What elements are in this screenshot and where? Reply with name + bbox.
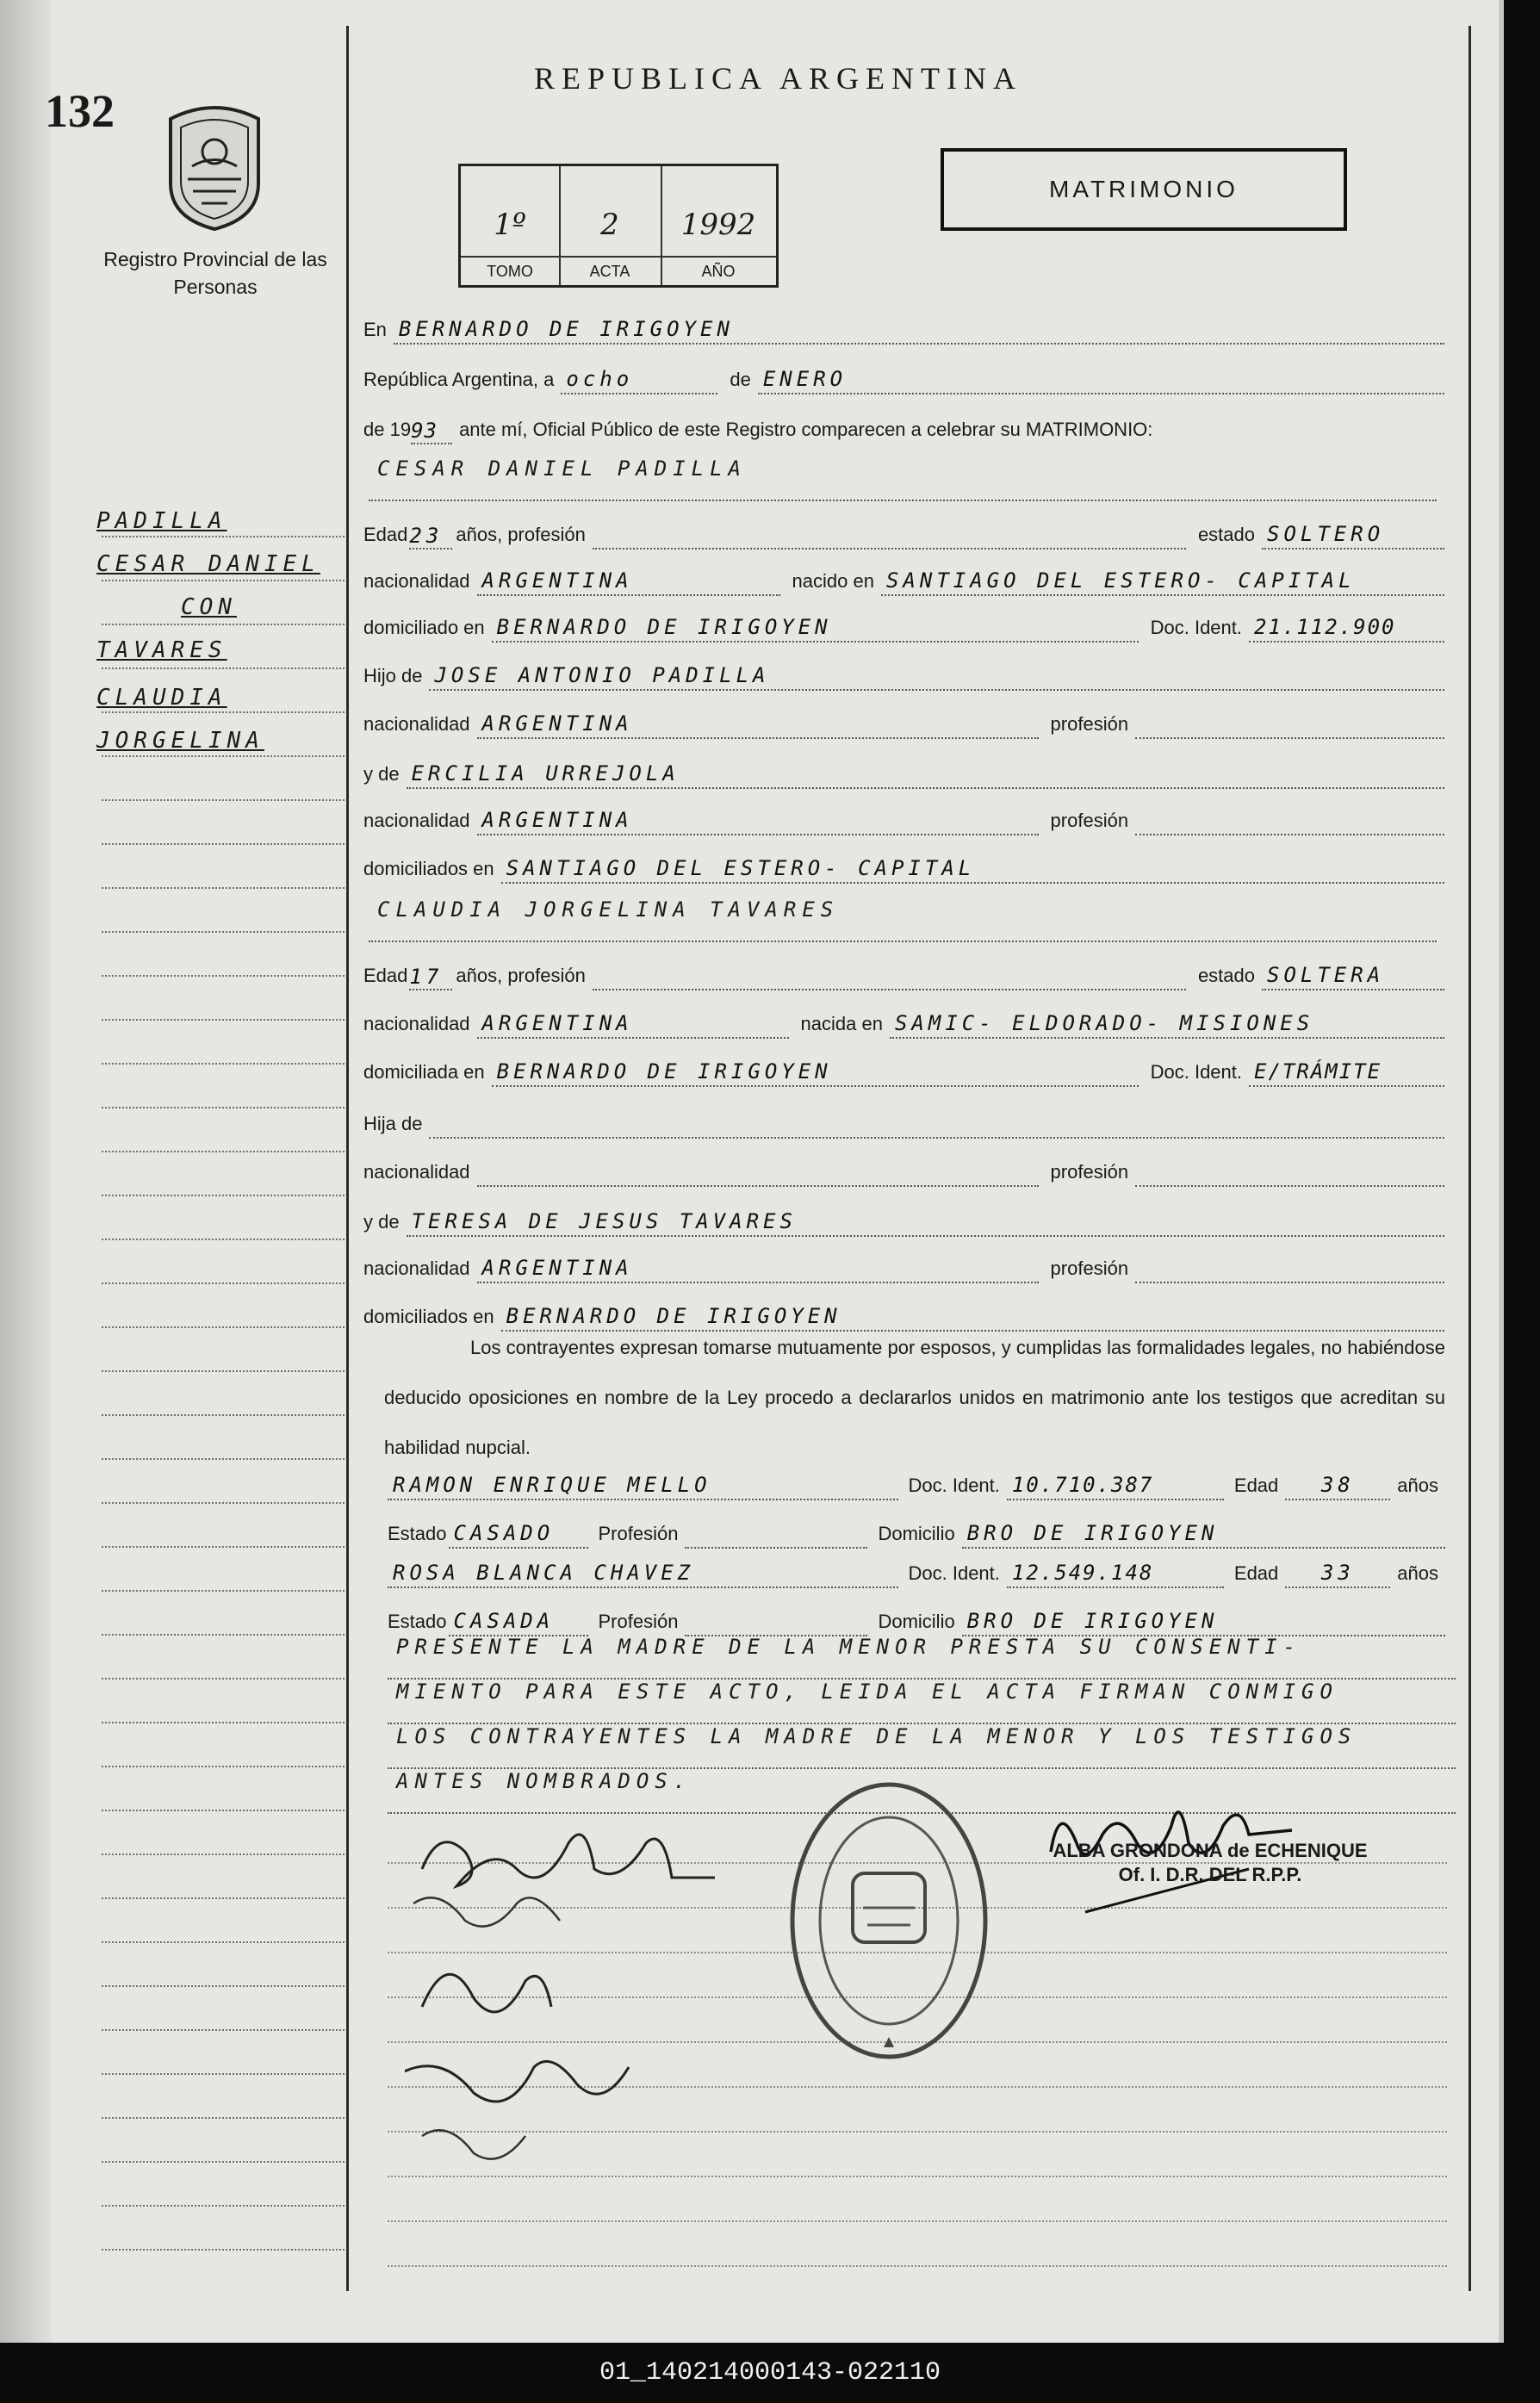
- witness1-row: RAMON ENRIQUE MELLO Doc. Ident. 10.710.387 Edad 38 años: [388, 1466, 1445, 1500]
- witness1-detail-row: Estado CASADO Profesión Domicilio BRO DE IRIGOYEN: [388, 1514, 1445, 1549]
- margin-line: [102, 1808, 345, 1811]
- note-line: MIENTO PARA ESTE ACTO, LEIDA EL ACTA FIRMAN CONMIGO: [388, 1680, 1456, 1724]
- tomo-label: TOMO: [461, 256, 559, 281]
- bride-mother-nat-row: nacionalidad ARGENTINA profesión: [363, 1249, 1444, 1283]
- bride-mother-row: y de TERESA DE JESUS TAVARES: [363, 1202, 1444, 1237]
- bride-status: SOLTERA: [1262, 963, 1444, 990]
- margin-line: [102, 1413, 345, 1416]
- ano-label: AÑO: [661, 256, 776, 281]
- margin-line: [102, 1456, 345, 1460]
- image-id: 01_140214000143-022110: [599, 2358, 941, 2387]
- bride-age: 17: [409, 965, 452, 990]
- right-border: [1469, 26, 1471, 2291]
- appearance-row: de 19 93 ante mí, Oficial Público de este Registro comparecen a celebrar su MATRIMONIO:: [363, 419, 1153, 443]
- margin-line: [102, 1061, 345, 1065]
- margin-line: [102, 1193, 345, 1196]
- margin-line: [102, 534, 345, 537]
- margin-line: [102, 929, 345, 933]
- bride-father-row: Hija de: [363, 1104, 1444, 1139]
- bride-address-row: domiciliada en BERNARDO DE IRIGOYEN Doc. Ident. E/TRÁMITE: [363, 1052, 1444, 1087]
- groom-mother-nat-row: nacionalidad ARGENTINA profesión: [363, 801, 1444, 835]
- margin-line: [102, 2027, 345, 2031]
- margin-line: [102, 622, 345, 625]
- acta-cell: [559, 166, 662, 285]
- margin-note: CON: [181, 594, 237, 620]
- acta-value: 2: [600, 208, 619, 242]
- margin-line: [102, 1676, 345, 1680]
- note-line: ANTES NOMBRADOS.: [388, 1769, 1456, 1814]
- margin-line: [102, 1369, 345, 1372]
- registry-name: Registro Provincial de las Personas: [103, 248, 327, 298]
- groom-birthplace: SANTIAGO DEL ESTERO- CAPITAL: [881, 568, 1444, 596]
- margin-line: [102, 710, 345, 713]
- margin-line: [102, 1017, 345, 1021]
- officer-name: ALBA GRONDONA de ECHENIQUE: [1053, 1840, 1368, 1861]
- bride-doc: E/TRÁMITE: [1249, 1059, 1444, 1087]
- groom-name: CESAR DANIEL PADILLA: [369, 456, 1437, 501]
- margin-line: [102, 578, 345, 581]
- officer-title: Of. I. D.R. DEL R.P.P.: [1118, 1864, 1302, 1885]
- note-line: PRESENTE LA MADRE DE LA MENOR PRESTA SU CONSENTI-: [388, 1635, 1456, 1680]
- place-row: En BERNARDO DE IRIGOYEN: [363, 310, 1444, 345]
- officer-identification: [1008, 1839, 1413, 1887]
- margin-line: [102, 1940, 345, 1943]
- witness2-row: ROSA BLANCA CHAVEZ Doc. Ident. 12.549.148 Edad 33 años: [388, 1554, 1445, 1588]
- margin-line: [102, 2115, 345, 2119]
- margin-line: [102, 1237, 345, 1240]
- margin-line: [102, 1325, 345, 1328]
- folio-number: 132: [45, 85, 115, 137]
- date-row: República Argentina, a ocho de ENERO: [363, 360, 1444, 394]
- act-type-box: [941, 148, 1347, 231]
- margin-line: [102, 1544, 345, 1548]
- ano-cell: [661, 166, 776, 285]
- book-spine: [0, 0, 52, 2343]
- margin-note: CLAUDIA: [96, 685, 227, 711]
- margin-line: [102, 1500, 345, 1504]
- blank-line: [388, 2263, 1447, 2267]
- margin-line: [102, 754, 345, 757]
- groom-father-row: Hijo de JOSE ANTONIO PADILLA: [363, 656, 1444, 691]
- groom-age-row: Edad 23 años, profesión estado SOLTERO: [363, 515, 1444, 550]
- month-value: ENERO: [758, 367, 1444, 394]
- witness1-name: RAMON ENRIQUE MELLO: [388, 1473, 898, 1500]
- note-line: LOS CONTRAYENTES LA MADRE DE LA MENOR Y LOS TESTIGOS: [388, 1724, 1456, 1769]
- declaration-text: Los contrayentes expresan tomarse mutuamente por esposos, y cumplidas las formalidades legales, no habiéndose deducido oposiciones en nombre de la Ley procedo a declararlos unidos en matrimonio ante los testigos que acreditan su habilidad nupcial.: [384, 1337, 1445, 1458]
- bride-name: CLAUDIA JORGELINA TAVARES: [369, 897, 1437, 942]
- groom-mother-row: y de ERCILIA URREJOLA: [363, 754, 1444, 789]
- margin-line: [102, 798, 345, 801]
- groom-status: SOLTERO: [1262, 522, 1444, 550]
- groom-doc: 21.112.900: [1249, 615, 1444, 643]
- year-value: 93: [411, 419, 452, 444]
- official-stamp-icon: [786, 1779, 992, 2063]
- margin-line: [102, 1281, 345, 1284]
- bride-birthplace: SAMIC- ELDORADO- MISIONES: [890, 1011, 1444, 1039]
- margin-divider: [346, 26, 349, 2291]
- day-value: ocho: [561, 367, 717, 394]
- province-seal-icon: [162, 102, 267, 231]
- ano-value: 1992: [680, 208, 756, 242]
- bride-age-row: Edad 17 años, profesión estado SOLTERA: [363, 956, 1444, 990]
- margin-note: JORGELINA: [96, 728, 264, 754]
- margin-line: [102, 1149, 345, 1152]
- margin-note: PADILLA: [96, 508, 227, 534]
- signatures-icon: [405, 1791, 749, 2179]
- groom-father-nat-row: nacionalidad ARGENTINA profesión: [363, 705, 1444, 739]
- country-heading: REPUBLICA ARGENTINA: [534, 61, 1023, 96]
- margin-note: TAVARES: [96, 637, 227, 663]
- margin-line: [102, 1984, 345, 1987]
- margin-line: [102, 1105, 345, 1108]
- margin-line: [102, 2203, 345, 2207]
- margin-line: [102, 973, 345, 977]
- place-value: BERNARDO DE IRIGOYEN: [394, 317, 1444, 345]
- margin-line: [102, 1632, 345, 1636]
- bride-parents-address-row: domiciliados en BERNARDO DE IRIGOYEN: [363, 1297, 1444, 1332]
- groom-address-row: domiciliado en BERNARDO DE IRIGOYEN Doc. Ident. 21.112.900: [363, 608, 1444, 643]
- tomo-value: 1º: [494, 208, 526, 242]
- groom-age: 23: [409, 524, 452, 550]
- margin-line: [102, 1896, 345, 1899]
- margin-line: [102, 2071, 345, 2075]
- margin-line: [102, 841, 345, 845]
- witness2-detail-row: Estado CASADA Profesión Domicilio BRO DE IRIGOYEN: [388, 1602, 1445, 1636]
- act-reference-box: [458, 164, 779, 288]
- bride-father-nat-row: nacionalidad profesión: [363, 1152, 1444, 1187]
- groom-nationality-row: nacionalidad ARGENTINA nacido en SANTIAGO DEL ESTERO- CAPITAL: [363, 562, 1444, 596]
- witness2-name: ROSA BLANCA CHAVEZ: [388, 1561, 898, 1588]
- margin-line: [102, 666, 345, 669]
- margin-line: [102, 885, 345, 889]
- margin-line: [102, 1720, 345, 1723]
- tomo-cell: [461, 166, 561, 285]
- margin-line: [102, 2159, 345, 2163]
- margin-line: [102, 1764, 345, 1767]
- act-type: MATRIMONIO: [1049, 176, 1239, 202]
- groom-parents-address-row: domiciliados en SANTIAGO DEL ESTERO- CAPITAL: [363, 849, 1444, 884]
- margin-line: [102, 1852, 345, 1855]
- blank-line: [388, 2219, 1447, 2222]
- margin-note: CESAR DANIEL: [96, 551, 320, 577]
- margin-line: [102, 2247, 345, 2251]
- margin-line: [102, 1588, 345, 1592]
- bride-nationality-row: nacionalidad ARGENTINA nacida en SAMIC- ELDORADO- MISIONES: [363, 1004, 1444, 1039]
- acta-label: ACTA: [559, 256, 661, 281]
